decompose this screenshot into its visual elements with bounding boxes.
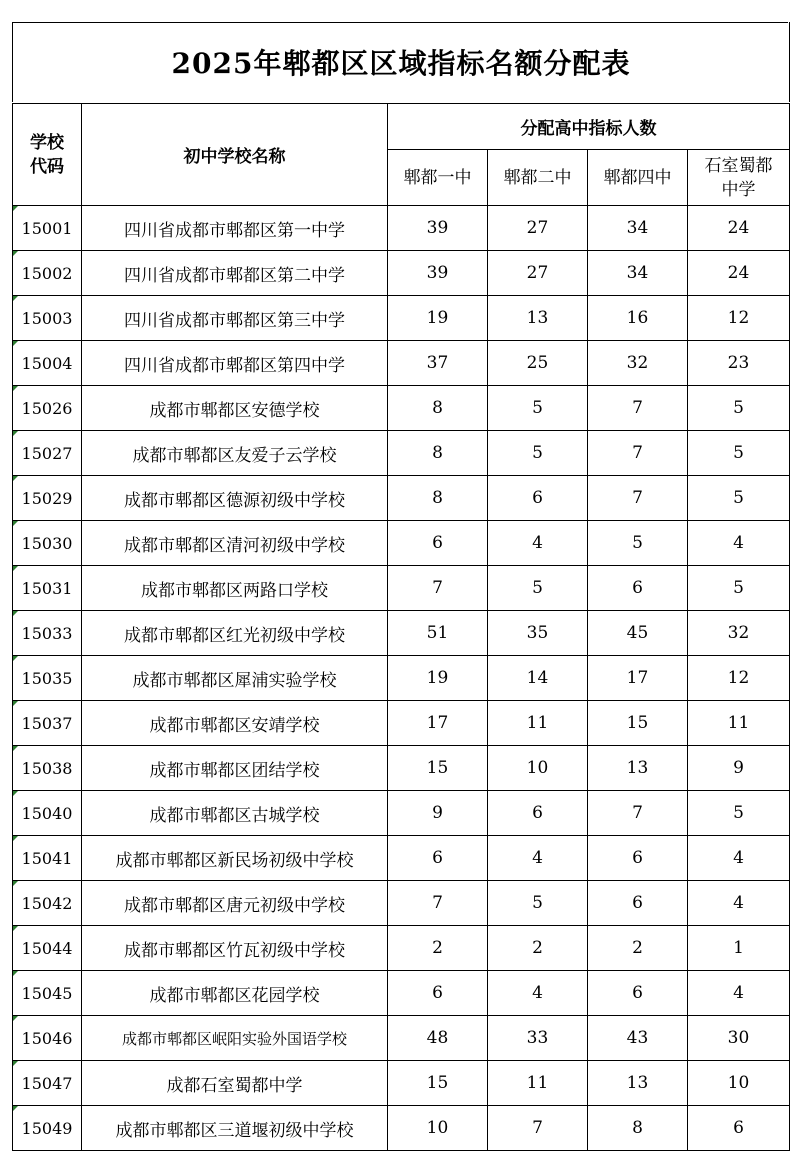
header-school-4 [688, 150, 790, 206]
quota-pixian-no4-cell: 34 [588, 206, 688, 251]
quota-pixian-no2-cell: 4 [488, 971, 588, 1016]
quota-shishi-shudu-cell: 5 [688, 791, 790, 836]
quota-pixian-no2-cell: 11 [488, 1061, 588, 1106]
table-row [13, 476, 790, 521]
quota-shishi-shudu-cell: 6 [688, 1106, 790, 1151]
quota-shishi-shudu-cell: 5 [688, 566, 790, 611]
school-code-cell: 15042 [13, 881, 82, 926]
quota-pixian-no2-cell: 33 [488, 1016, 588, 1061]
quota-pixian-no4-cell: 8 [588, 1106, 688, 1151]
quota-pixian-no4-cell: 7 [588, 476, 688, 521]
school-name-cell: 成都市郫都区三道堰初级中学校 [82, 1106, 388, 1151]
table-row [13, 1061, 790, 1106]
quota-pixian-no2-cell: 25 [488, 341, 588, 386]
school-name-cell: 成都市郫都区安靖学校 [82, 701, 388, 746]
school-code-cell: 15026 [13, 386, 82, 431]
quota-pixian-no4-cell: 17 [588, 656, 688, 701]
quota-pixian-no2-cell: 2 [488, 926, 588, 971]
school-name-cell: 成都市郫都区红光初级中学校 [82, 611, 388, 656]
quota-pixian-no1-cell: 6 [388, 971, 488, 1016]
table-row [13, 746, 790, 791]
school-code-cell: 15001 [13, 206, 82, 251]
school-code-cell: 15027 [13, 431, 82, 476]
table-row [13, 971, 790, 1016]
table-body [13, 206, 790, 1151]
quota-pixian-no4-cell: 6 [588, 566, 688, 611]
quota-shishi-shudu-cell: 23 [688, 341, 790, 386]
quota-shishi-shudu-cell: 9 [688, 746, 790, 791]
quota-pixian-no2-cell: 35 [488, 611, 588, 656]
school-code-cell: 15049 [13, 1106, 82, 1151]
quota-shishi-shudu-cell: 5 [688, 431, 790, 476]
quota-pixian-no1-cell: 8 [388, 386, 488, 431]
header-code-line1: 学校 [30, 132, 64, 153]
quota-pixian-no4-cell: 15 [588, 701, 688, 746]
quota-pixian-no4-cell: 5 [588, 521, 688, 566]
quota-pixian-no1-cell: 15 [388, 1061, 488, 1106]
school-code-cell: 15002 [13, 251, 82, 296]
table-row [13, 251, 790, 296]
quota-shishi-shudu-cell: 32 [688, 611, 790, 656]
school-code-cell: 15038 [13, 746, 82, 791]
header-school-4-line1: 石室蜀都 [704, 155, 773, 176]
quota-shishi-shudu-cell: 24 [688, 251, 790, 296]
school-name-cell: 成都市郫都区花园学校 [82, 971, 388, 1016]
school-code-cell: 15040 [13, 791, 82, 836]
quota-pixian-no1-cell: 51 [388, 611, 488, 656]
table-row [13, 881, 790, 926]
quota-pixian-no2-cell: 27 [488, 206, 588, 251]
header-school-3: 郫都四中 [588, 150, 688, 206]
school-code-cell: 15047 [13, 1061, 82, 1106]
page-title: 2025年郫都区区域指标名额分配表 [12, 22, 790, 102]
quota-pixian-no2-cell: 5 [488, 431, 588, 476]
header-allocation-group: 分配高中指标人数 [388, 104, 790, 150]
quota-pixian-no2-cell: 5 [488, 566, 588, 611]
quota-pixian-no1-cell: 6 [388, 521, 488, 566]
quota-shishi-shudu-cell: 11 [688, 701, 790, 746]
quota-pixian-no4-cell: 13 [588, 746, 688, 791]
school-name-cell: 四川省成都市郫都区第一中学 [82, 206, 388, 251]
school-name-cell: 成都市郫都区新民场初级中学校 [82, 836, 388, 881]
table-row [13, 791, 790, 836]
quota-pixian-no4-cell: 7 [588, 431, 688, 476]
table-row [13, 206, 790, 251]
quota-pixian-no4-cell: 7 [588, 791, 688, 836]
table-row [13, 1106, 790, 1151]
school-name-cell: 成都市郫都区竹瓦初级中学校 [82, 926, 388, 971]
quota-pixian-no1-cell: 48 [388, 1016, 488, 1061]
quota-pixian-no1-cell: 37 [388, 341, 488, 386]
table-row [13, 566, 790, 611]
table-row [13, 926, 790, 971]
school-code-cell: 15041 [13, 836, 82, 881]
school-name-cell: 成都石室蜀都中学 [82, 1061, 388, 1106]
quota-pixian-no2-cell: 14 [488, 656, 588, 701]
quota-pixian-no1-cell: 17 [388, 701, 488, 746]
quota-pixian-no2-cell: 11 [488, 701, 588, 746]
quota-pixian-no1-cell: 6 [388, 836, 488, 881]
quota-pixian-no4-cell: 16 [588, 296, 688, 341]
quota-shishi-shudu-cell: 4 [688, 881, 790, 926]
quota-pixian-no4-cell: 43 [588, 1016, 688, 1061]
school-name-cell: 成都市郫都区唐元初级中学校 [82, 881, 388, 926]
school-code-cell: 15004 [13, 341, 82, 386]
table-row [13, 836, 790, 881]
header-school-4-line2: 中学 [721, 179, 756, 200]
quota-pixian-no4-cell: 45 [588, 611, 688, 656]
quota-shishi-shudu-cell: 1 [688, 926, 790, 971]
quota-pixian-no1-cell: 8 [388, 431, 488, 476]
quota-pixian-no1-cell: 8 [388, 476, 488, 521]
quota-pixian-no2-cell: 27 [488, 251, 588, 296]
table-row [13, 611, 790, 656]
school-name-cell: 成都市郫都区两路口学校 [82, 566, 388, 611]
school-name-cell: 四川省成都市郫都区第四中学 [82, 341, 388, 386]
quota-shishi-shudu-cell: 4 [688, 971, 790, 1016]
quota-pixian-no4-cell: 34 [588, 251, 688, 296]
school-name-cell: 成都市郫都区德源初级中学校 [82, 476, 388, 521]
quota-pixian-no4-cell: 32 [588, 341, 688, 386]
quota-pixian-no2-cell: 4 [488, 521, 588, 566]
quota-pixian-no2-cell: 4 [488, 836, 588, 881]
school-name-cell: 成都市郫都区古城学校 [82, 791, 388, 836]
quota-shishi-shudu-cell: 24 [688, 206, 790, 251]
school-code-cell: 15003 [13, 296, 82, 341]
quota-pixian-no2-cell: 13 [488, 296, 588, 341]
school-code-cell: 15031 [13, 566, 82, 611]
table-row [13, 386, 790, 431]
quota-pixian-no1-cell: 19 [388, 656, 488, 701]
quota-pixian-no2-cell: 6 [488, 476, 588, 521]
quota-pixian-no1-cell: 10 [388, 1106, 488, 1151]
quota-pixian-no1-cell: 39 [388, 251, 488, 296]
quota-pixian-no4-cell: 6 [588, 881, 688, 926]
school-code-cell: 15033 [13, 611, 82, 656]
school-name-cell: 成都市郫都区岷阳实验外国语学校 [82, 1016, 388, 1061]
school-name-cell: 成都市郫都区犀浦实验学校 [82, 656, 388, 701]
quota-pixian-no2-cell: 5 [488, 386, 588, 431]
quota-pixian-no1-cell: 15 [388, 746, 488, 791]
school-code-cell: 15044 [13, 926, 82, 971]
quota-shishi-shudu-cell: 4 [688, 521, 790, 566]
header-code-line2: 代码 [30, 156, 64, 177]
header-school-name: 初中学校名称 [82, 104, 388, 206]
quota-shishi-shudu-cell: 4 [688, 836, 790, 881]
quota-pixian-no4-cell: 13 [588, 1061, 688, 1106]
school-code-cell: 15030 [13, 521, 82, 566]
school-code-cell: 15035 [13, 656, 82, 701]
quota-shishi-shudu-cell: 12 [688, 656, 790, 701]
quota-shishi-shudu-cell: 12 [688, 296, 790, 341]
school-name-cell: 成都市郫都区安德学校 [82, 386, 388, 431]
school-name-cell: 四川省成都市郫都区第三中学 [82, 296, 388, 341]
table-row [13, 296, 790, 341]
quota-pixian-no1-cell: 39 [388, 206, 488, 251]
header-school-1: 郫都一中 [388, 150, 488, 206]
school-name-cell: 成都市郫都区清河初级中学校 [82, 521, 388, 566]
header-school-code [13, 104, 82, 206]
quota-shishi-shudu-cell: 5 [688, 476, 790, 521]
quota-shishi-shudu-cell: 5 [688, 386, 790, 431]
allocation-table [12, 103, 790, 1151]
quota-pixian-no2-cell: 6 [488, 791, 588, 836]
school-code-cell: 15045 [13, 971, 82, 1016]
quota-pixian-no2-cell: 7 [488, 1106, 588, 1151]
table-row [13, 656, 790, 701]
school-code-cell: 15037 [13, 701, 82, 746]
table-row [13, 1016, 790, 1061]
quota-pixian-no1-cell: 19 [388, 296, 488, 341]
quota-pixian-no4-cell: 6 [588, 836, 688, 881]
quota-pixian-no4-cell: 7 [588, 386, 688, 431]
quota-pixian-no4-cell: 6 [588, 971, 688, 1016]
quota-pixian-no2-cell: 10 [488, 746, 588, 791]
table-row [13, 701, 790, 746]
table-row [13, 521, 790, 566]
school-name-cell: 成都市郫都区友爱子云学校 [82, 431, 388, 476]
quota-pixian-no1-cell: 7 [388, 881, 488, 926]
quota-pixian-no4-cell: 2 [588, 926, 688, 971]
school-code-cell: 15029 [13, 476, 82, 521]
quota-pixian-no1-cell: 2 [388, 926, 488, 971]
school-name-cell: 成都市郫都区团结学校 [82, 746, 388, 791]
quota-pixian-no1-cell: 7 [388, 566, 488, 611]
table-row [13, 431, 790, 476]
table-row [13, 341, 790, 386]
header-school-2: 郫都二中 [488, 150, 588, 206]
school-name-cell: 四川省成都市郫都区第二中学 [82, 251, 388, 296]
quota-shishi-shudu-cell: 10 [688, 1061, 790, 1106]
school-code-cell: 15046 [13, 1016, 82, 1061]
quota-pixian-no2-cell: 5 [488, 881, 588, 926]
quota-shishi-shudu-cell: 30 [688, 1016, 790, 1061]
quota-pixian-no1-cell: 9 [388, 791, 488, 836]
